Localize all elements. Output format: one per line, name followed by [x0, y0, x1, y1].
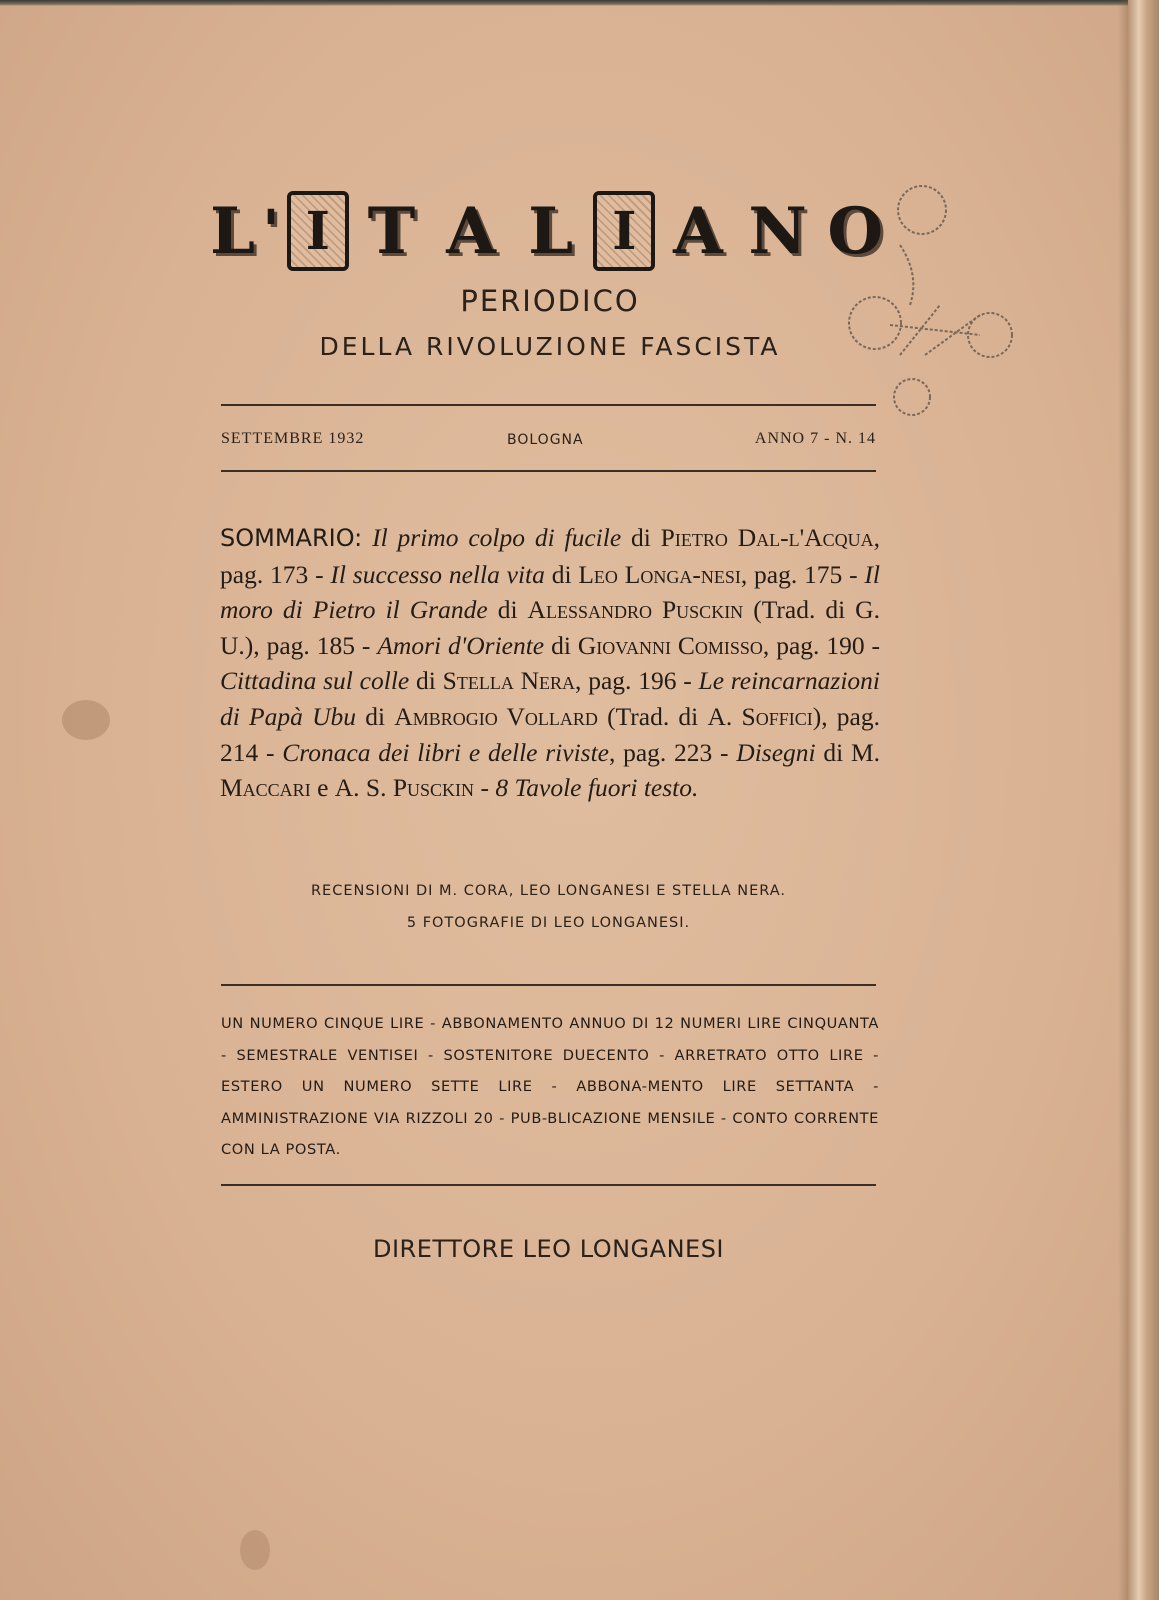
toc-text: (Trad. di G. U.), pag. 185 - [220, 595, 880, 660]
toc-text: di [621, 523, 661, 552]
issue-date: SETTEMBRE 1932 [221, 430, 365, 447]
credits-recensioni: RECENSIONI DI M. CORA, LEO LONGANESI E STELLA NERA. [310, 883, 787, 899]
toc-text: - [474, 773, 496, 803]
article-title: Amori d'Oriente [377, 630, 545, 660]
divider-prices-top [221, 984, 876, 986]
toc-text: , pag. 223 - [608, 737, 737, 767]
masthead-letter: L [210, 193, 255, 269]
subscription-prices: UN NUMERO CINQUE LIRE - ABBONAMENTO ANNUO DI 12 NUMERI LIRE CINQUANTA - SEMESTRALE VENTISEI - SOSTENITORE DUECENTO - ARRETRATO OTTO LIRE - ESTERO UN NUMERO SETTE LIRE - ABBONA-MENTO LIRE SETTANTA - AMMINISTRAZIONE VIA RIZZOLI 20 - PUB-BLICAZIONE MENSILE - CONTO CORRENTE CON LA POSTA. [221, 1015, 879, 1158]
divider-info [221, 470, 876, 472]
toc-text: di [487, 595, 528, 625]
divider-top [221, 404, 876, 406]
author-name: nesi [700, 559, 741, 589]
author-name: Pietro Dal [660, 523, 781, 552]
page-top-shadow [0, 0, 1159, 6]
toc-text: - [692, 559, 701, 589]
sommario-entries [220, 523, 880, 802]
masthead-letter: L [528, 193, 574, 269]
article-title: Le reincarnazioni di Papà Ubu [220, 666, 881, 731]
article-title: Il moro di Pietro il Grande [220, 559, 880, 625]
table-of-contents [220, 520, 880, 806]
masthead-letter: I [593, 191, 655, 271]
masthead-letter: N [748, 193, 807, 269]
masthead-letter: ' [262, 198, 280, 264]
book-spine [1128, 0, 1159, 1600]
stain-bottom [240, 1530, 270, 1570]
issue-city: BOLOGNA [507, 432, 584, 448]
subtitle-periodico: PERIODICO [460, 284, 640, 318]
article-title: Cittadina sul colle [220, 666, 410, 696]
author-name: Alessandro Pusckin [527, 595, 744, 625]
article-title: 8 Tavole fuori testo. [495, 773, 699, 803]
toc-text: , pag. 196 - [575, 666, 699, 696]
author-name: Giovanni Comisso [577, 630, 763, 660]
masthead-letter: A [673, 193, 723, 269]
toc-text: - [780, 523, 789, 552]
article-title: Cronaca dei libri e delle riviste [282, 737, 609, 767]
toc-text: , pag. 190 - [762, 630, 881, 660]
author-name: M. Maccari [220, 737, 880, 803]
author-name: Leo Longa [578, 559, 693, 589]
masthead-letter: A [446, 193, 496, 269]
toc-text: ), pag. 214 - [220, 701, 880, 767]
toc-text: di [356, 701, 395, 731]
masthead-letter: T [367, 193, 416, 269]
toc-text: e [310, 773, 335, 803]
spine-shadow [1118, 0, 1128, 1600]
subtitle-rivoluzione: DELLA RIVOLUZIONE FASCISTA [319, 332, 781, 361]
director-credit: DIRETTORE LEO LONGANESI [372, 1235, 724, 1263]
sommario-label: SOMMARIO: [220, 524, 363, 552]
masthead-title [210, 190, 890, 272]
divider-prices-bottom [221, 1184, 876, 1186]
credits-fotografie: 5 FOTOGRAFIE DI LEO LONGANESI. [406, 915, 691, 931]
article-title: Disegni [736, 737, 816, 767]
toc-text: (Trad. di [597, 701, 708, 731]
stain-left [62, 700, 110, 740]
masthead-letter: I [287, 191, 349, 271]
toc-text: , pag. 173 - [220, 523, 880, 589]
toc-text: , pag. 175 - [740, 559, 865, 589]
toc-text: di [409, 666, 443, 696]
toc-text: di [544, 630, 578, 660]
article-title: Il successo nella vita [330, 559, 545, 589]
author-name: A. Soffici [707, 701, 813, 731]
masthead-letter: O [827, 193, 884, 269]
author-name: Ambrogio Vollard [394, 701, 598, 731]
toc-text: di [544, 559, 579, 589]
toc-text: di [815, 737, 851, 767]
issue-number: ANNO 7 - N. 14 [754, 430, 876, 447]
article-title: Il primo colpo di fucile [372, 523, 622, 552]
author-name: A. S. Pusckin [334, 773, 475, 803]
author-name: Stella Nera [442, 666, 576, 696]
author-name: l'Acqua [788, 523, 874, 552]
